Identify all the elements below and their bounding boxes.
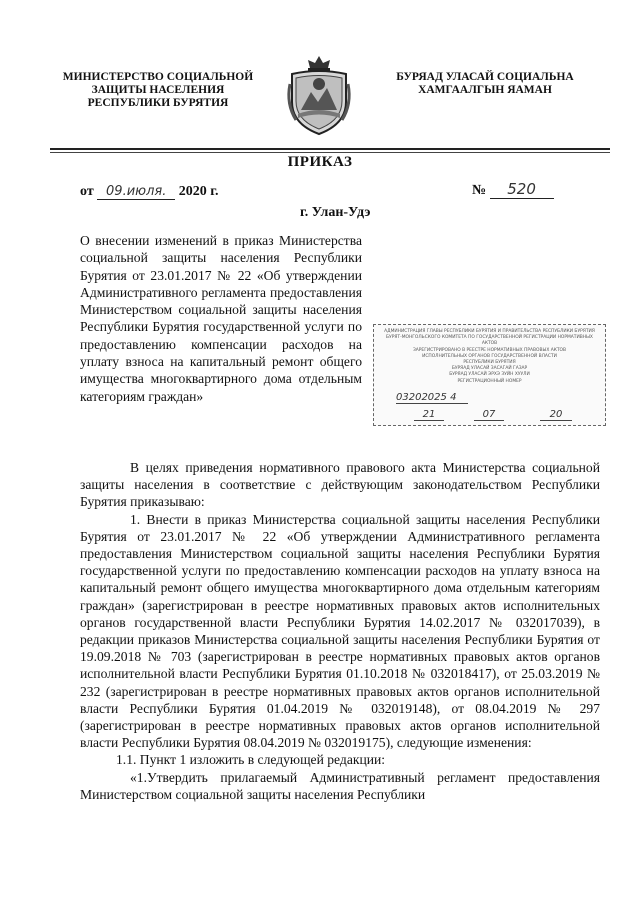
ministry-name-buryat bbox=[395, 71, 575, 97]
stamp-line: ИСПОЛНИТЕЛЬНЫХ ОРГАНОВ ГОСУДАРСТВЕННОЙ ВЛАСТИ bbox=[422, 353, 557, 359]
ministry-name-russian bbox=[60, 71, 256, 110]
ministry-name-line: ЗАЩИТЫ НАСЕЛЕНИЯ bbox=[91, 84, 225, 96]
stamp-line: БУРЯТ-МОНГОЛЬСКОГО КОМИТЕТА ПО ГОСУДАРСТВЕННОЙ РЕГИСТРАЦИИ НОРМАТИВНЫХ АКТОВ bbox=[386, 335, 593, 347]
stamp-text bbox=[380, 329, 599, 385]
stamp-year: 20 bbox=[540, 409, 572, 421]
document-title: ПРИКАЗ bbox=[287, 154, 353, 170]
order-number bbox=[472, 180, 554, 199]
ministry-name-line: БУРЯАД УЛАСАЙ СОЦИАЛЬНА bbox=[396, 71, 574, 83]
registration-stamp bbox=[373, 324, 606, 426]
ministry-name-line: МИНИСТЕРСТВО СОЦИАЛЬНОЙ bbox=[62, 71, 254, 83]
header-divider-thin bbox=[50, 152, 610, 153]
stamp-line: РЕГИСТРАЦИОННЫЙ НОМЕР bbox=[457, 378, 522, 384]
city: г. Улан-Удэ bbox=[300, 205, 371, 220]
stamp-month: 07 bbox=[474, 409, 504, 421]
number-prefix: № bbox=[472, 183, 487, 198]
stamp-day: 21 bbox=[414, 409, 444, 421]
body-paragraph: В целях приведения нормативного правового акта Министерства социальной защиты населения в соответствие с действующим законодательством Республики Бурятия приказываю: bbox=[80, 460, 600, 510]
coat-of-arms-icon bbox=[284, 54, 354, 136]
handwritten-date: 09.июля. bbox=[97, 184, 175, 200]
handwritten-number: 520 bbox=[490, 180, 554, 199]
order-subject: О внесении изменений в приказ Министерства социальной защиты населения Республики Бурятия от 23.01.2017 № 22 «Об утверждении Административного регламента предоставления Министерством социальной защиты населения Республики Бурятия государственной услуги по предоставлению компенсации расходов на уплату взноса на капитальный ремонт общего имущества многоквартирного дома отдельным категориям граждан» bbox=[80, 233, 362, 404]
stamp-line: БУРЯАД УЛАСАЙ ЗАСАГАЙ ГАЗАР bbox=[451, 366, 528, 372]
header-divider bbox=[50, 148, 610, 150]
order-date bbox=[80, 184, 218, 200]
date-suffix: 2020 г. bbox=[178, 184, 219, 199]
body-paragraph: «1.Утвердить прилагаемый Административный регламент предоставления Министерством социальной защиты населения Республики bbox=[80, 769, 600, 802]
stamp-line: РЕСПУБЛИКИ БУРЯТИЯ bbox=[463, 360, 516, 366]
body-paragraph: 1.1. Пункт 1 изложить в следующей редакции: bbox=[116, 752, 386, 768]
date-prefix: от bbox=[80, 184, 94, 199]
order-body bbox=[80, 459, 600, 803]
stamp-line: БУРЯАД УЛАСАЙ ЭРХЭ ЗУЙН ХУУЛИ bbox=[449, 372, 530, 378]
body-paragraph: 1. Внести в приказ Министерства социальной защиты населения Республики Бурятия от 23.01.2017 № 22 «Об утверждении Административного регламента предоставления Министерством социальной защиты населения Республики Бурятия государственной услуги по предоставлению компенсации расходов на уплату взноса на капитальный ремонт общего имущества многоквартирного дома отдельным категориям граждан» (зарегистрирован в реестре нормативных правовых актов исполнительных органов государственной власти Республики Бурятия 14.02.2017 № 032017039), в редакции приказов Министерства социальной защиты населения Республики Бурятия от 19.09.2018 № 703 (зарегистрирован в реестре нормативных правовых актов органов исполнительной власти Республики Бурятия 01.10.2018 № 032018417), от 25.03.2019 № 232 (зарегистрирован в реестре нормативных правовых актов органов исполнительной власти Республики Бурятия 01.04.2019 № 032019148), от 08.04.2019 № 297 (зарегистрирован в реестре нормативных правовых актов органов исполнительной власти Республики Бурятия 08.04.2019 № 032019175), следующие изменения: bbox=[80, 511, 600, 751]
stamp-reg-number: 03202025 4 bbox=[396, 392, 468, 404]
stamp-line: ЗАРЕГИСТРИРОВАНО В РЕЕСТРЕ НОРМАТИВНЫХ ПРАВОВЫХ АКТОВ bbox=[412, 347, 567, 353]
ministry-name-line: ХАМГААЛГЫН ЯАМАН bbox=[418, 84, 552, 96]
ministry-name-line: РЕСПУБЛИКИ БУРЯТИЯ bbox=[87, 97, 229, 109]
stamp-line: АДМИНИСТРАЦИЯ ГЛАВЫ РЕСПУБЛИКИ БУРЯТИЯ И ПРАВИТЕЛЬСТВА РЕСПУБЛИКИ БУРЯТИЯ bbox=[384, 329, 595, 334]
